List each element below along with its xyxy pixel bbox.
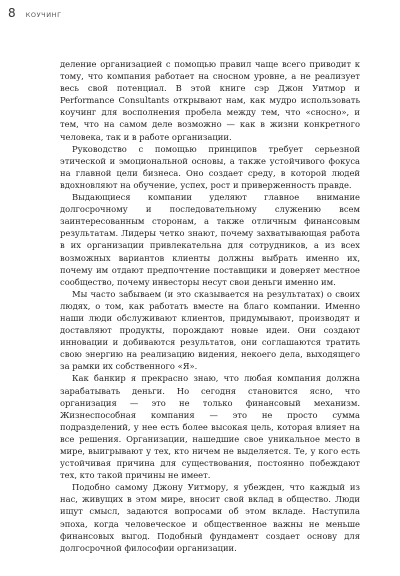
paragraph: Как банкир я прекрасно знаю, что любая компания должна зарабатывать деньги. Но сегодня становится ясно, что организация — это не только финансовый механизм. Жизнеспособная компания — это не просто сумма подразделений, у нее есть более высокая цель, которая влияет на все решения. Организации, нашедшие свое уникальное место в мире, выигрывают у тех, кто ничем не выделяется. Те, у кого есть устойчивая причина для существования, постоянно побеждают тех, кто такой причины не имеет. [60,373,360,481]
paragraph: Подобно самому Джону Уитмору, я убежден, что каждый из нас, живущих в этом мире, вносит свой вклад в общество. Люди ищут смысл, задаются вопросами об этом вкладе. Наступила эпоха, когда человеческое и общественное важны не меньше финансовых выгод. Подобный фундамент создает основу для долгосрочной философии организации. [60,482,360,553]
running-head: КОУЧИНГ [25,11,62,19]
paragraph: Мы часто забываем (и это сказывается на результатах) о своих людях, о том, как работать вместе на благо компании. Именно наши люди обслуживают клиентов, придумывают, производят и доставляют продукты, порождают новые идеи. Они создают инновации и добиваются результатов, они соглашаются тратить свою энергию на реализацию видения, некоего дела, выходящего за рамки их собственного «Я». [60,288,360,372]
paragraph: Выдающиеся компании уделяют главное внимание долгосрочному и последовательному служению всем заинтересованным сторонам, а также отличным финансовым результатам. Лидеры четко знают, почему захватывающая работа в их организации привлекательна для сотрудников, а из всех возможных вариантов клиенты должны выбрать именно их, почему им отдают предпочтение поставщики и доверяет местное сообщество, почему инвесторы несут свои деньги именно им. [60,192,360,287]
page-header [8,6,62,20]
page-number: 8 [8,6,16,20]
paragraph: Руководство с помощью принципов требует серьезной этической и эмоциональной основы, а также устойчивого фокуса на главной цели бизнеса. Оно создает среду, в которой людей вдохновляют на обучение, успех, рост и приверженность правде. [60,143,360,190]
paragraph: деление организацией с помощью правил чаще всего приводит к тому, что компания работает на сносном уровне, а не реализует весь свой потенциал. В этой книге сэр Джон Уитмор и Performance Consultants открывают нам, как мудро использовать коучинг для восполнения пробела между тем, что «сносно», и тем, что на самом деле возможно — как в жизни конкретного человека, так и в работе организации. [60,59,360,142]
body-text [60,58,360,554]
